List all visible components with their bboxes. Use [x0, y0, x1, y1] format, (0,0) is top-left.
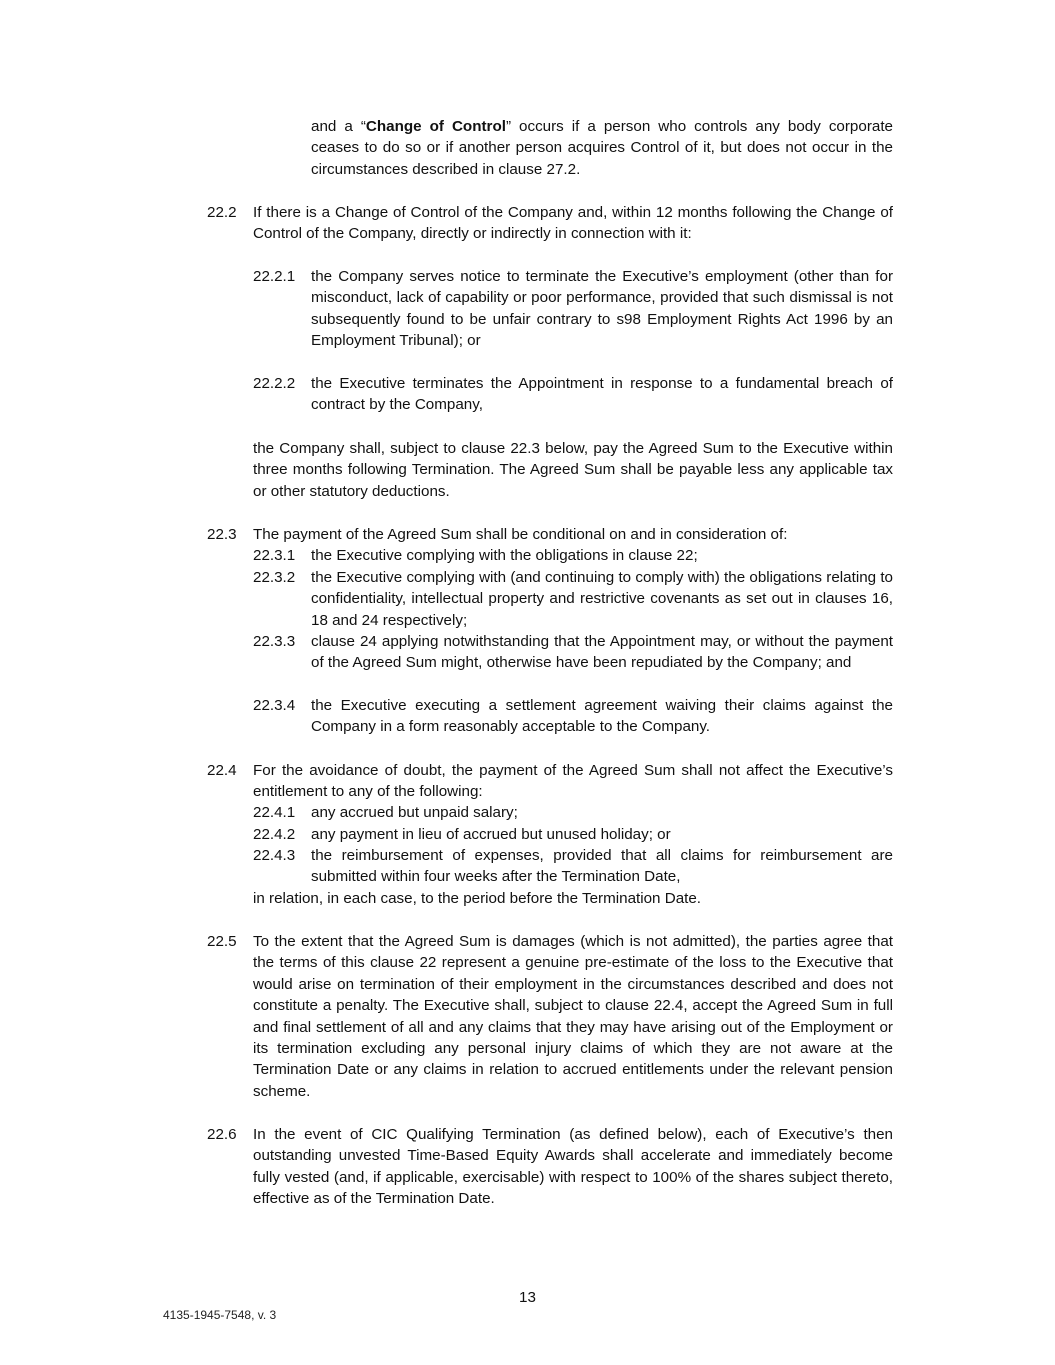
subclause-text: any accrued but unpaid salary; [311, 804, 518, 821]
subclause-number: 22.2.1 [253, 268, 296, 285]
subclause-number: 22.4.1 [253, 804, 296, 821]
subclause-text: any payment in lieu of accrued but unused holiday; or [311, 826, 671, 843]
document-id: 4135-1945-7548, v. 3 [163, 1308, 277, 1322]
clause-text: In the event of CIC Qualifying Termination (as defined below), each of Executive’s then outstanding unvested Time-Based Equity Awards shall accelerate and immediately become fully vested (and, if applicable, exercisable) with respect to 100% of the shares subject thereto, effective as of the Termination Date. [253, 1126, 893, 1208]
subclause-number: 22.4.2 [253, 826, 296, 843]
subclause-text: the Company serves notice to terminate the Executive’s employment (other than for misconduct, lack of capability or poor performance, provided that such dismissal is not subsequently found to be unfair contrary to s98 Employment Rights Act 1996 by an Employment Tribunal); or [311, 268, 893, 350]
subclause-number: 22.2.2 [253, 375, 296, 392]
clause-number: 22.6 [207, 1126, 237, 1143]
change-of-control-definition: and a “Change of Control” occurs if a person who controls any body corporate ceases to do so or if another person acquires Control of it, but does not occur in the circumstances described in clause 27.2. [311, 118, 894, 178]
defined-term: Change of Control [365, 118, 506, 135]
subclause-number: 22.3.3 [253, 633, 296, 650]
subclause-text: the reimbursement of expenses, provided that all claims for reimbursement are submitted within four weeks after the Termination Date, [311, 847, 893, 886]
clause-text: To the extent that the Agreed Sum is damages (which is not admitted), the parties agree that the terms of this clause 22 represent a genuine pre-estimate of the loss to the Executive that would arise on termination of their employment in the circumstances described and does not constitute a penalty. The Executive shall, subject to clause 22.4, accept the Agreed Sum in full and final settlement of all and any claims that they may have arising out of the Employment or its termination excluding any personal injury claims of which they are not aware at the Termination Date or any claims in relation to accrued entitlements under the relevant pension scheme. [253, 933, 893, 1100]
clause-tail-text: in relation, in each case, to the period before the Termination Date. [253, 890, 702, 907]
clause-number: 22.4 [207, 762, 237, 779]
subclause-text: the Executive complying with (and continuing to comply with) the obligations relating to confidentiality, intellectual property and restrictive covenants as set out in clauses 16, 18 and 24 respectively; [311, 569, 893, 629]
clause-number: 22.5 [207, 933, 237, 950]
subclause-number: 22.4.3 [253, 847, 296, 864]
clause-number: 22.2 [207, 204, 237, 221]
subclause-text: the Executive complying with the obligations in clause 22; [311, 547, 698, 564]
clause-text: For the avoidance of doubt, the payment of the Agreed Sum shall not affect the Executive’s entitlement to any of the following: [253, 762, 893, 801]
clause-text: The payment of the Agreed Sum shall be conditional on and in consideration of: [253, 526, 788, 543]
page-number: 13 [519, 1289, 536, 1306]
subclause-number: 22.3.4 [253, 697, 296, 714]
subclause-text: the Executive executing a settlement agreement waiving their claims against the Company in a form reasonably acceptable to the Company. [311, 697, 893, 736]
subclause-text: clause 24 applying notwithstanding that the Appointment may, or without the payment of the Agreed Sum might, otherwise have been repudiated by the Company; and [311, 633, 893, 672]
clause-number: 22.3 [207, 526, 237, 543]
clause-text: If there is a Change of Control of the Company and, within 12 months following the Change of Control of the Company, directly or indirectly in connection with it: [253, 204, 893, 243]
subclause-number: 22.3.1 [253, 547, 296, 564]
subclause-text: the Executive terminates the Appointment in response to a fundamental breach of contract by the Company, [311, 375, 893, 414]
clause-tail-text: the Company shall, subject to clause 22.3 below, pay the Agreed Sum to the Executive within three months following Termination. The Agreed Sum shall be payable less any applicable tax or other statutory deductions. [253, 440, 893, 500]
subclause-number: 22.3.2 [253, 569, 296, 586]
